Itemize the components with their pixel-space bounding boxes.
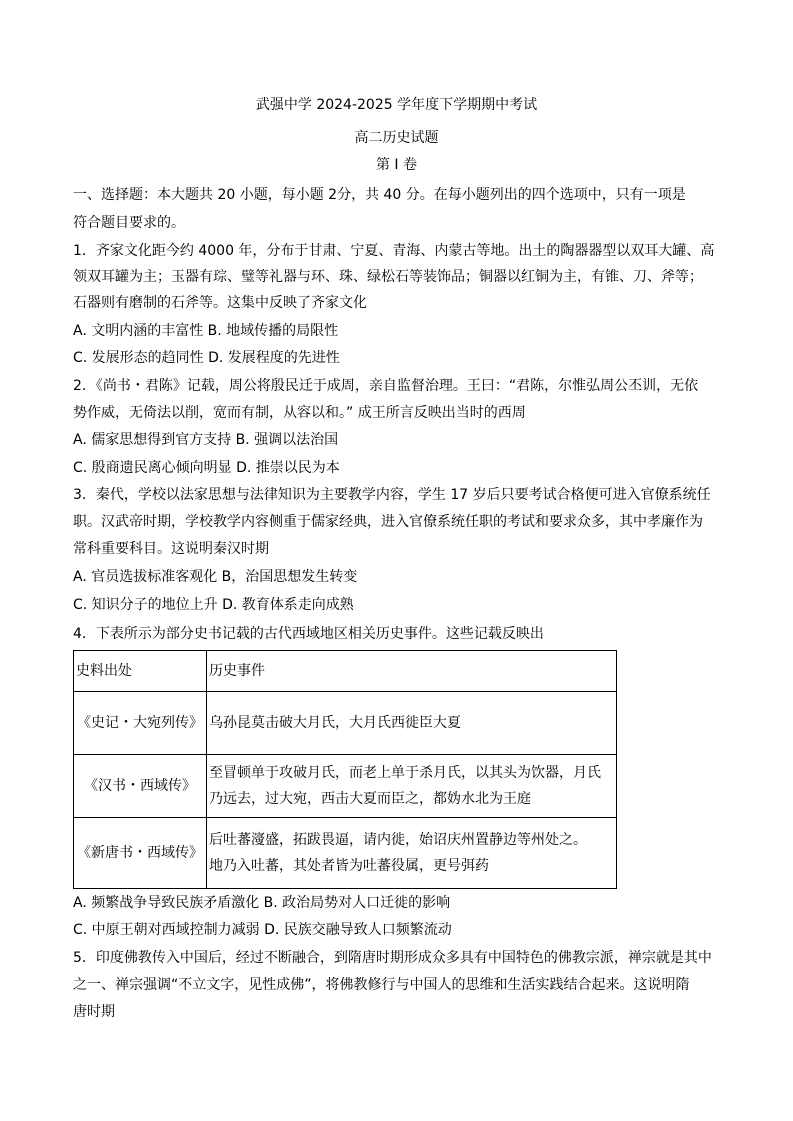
table-cell-source: 《史记・大宛列传》: [74, 692, 207, 755]
table-header-event: 历史事件: [207, 651, 617, 692]
q2-options-ab: A. 儒家思想得到官方支持 B. 强调以法治国: [73, 432, 339, 448]
q5-stem-line1: 5．印度佛教传入中国后，经过不断融合，到隋唐时期形成众多具有中国特色的佛教宗派，禅宗就是其中: [73, 950, 712, 966]
exam-subtitle: 高二历史试题: [354, 130, 439, 146]
q2-stem-line1: 2．《尚书・君陈》记载，周公将殷民迁于成周，亲自监督治理。王曰：“君陈，尔惟弘周公丕训，无依: [73, 378, 699, 394]
table-cell-event: 乌孙昆莫击破大月氏，大月氏西徙臣大夏: [207, 692, 617, 755]
q5-stem-line3: 唐时期: [73, 1004, 115, 1020]
table-row: [74, 692, 617, 755]
table-row: [74, 755, 617, 818]
table-row: [74, 818, 617, 889]
q1-stem-line3: 石器则有磨制的石斧等。这集中反映了齐家文化: [73, 295, 367, 311]
q4-stem-line1: 4．下表所示为部分史书记载的古代西域地区相关历史事件。这些记载反映出: [73, 626, 544, 642]
q3-options-ab: A. 官员选拔标准客观化 B，治国思想发生转变: [73, 569, 358, 585]
q2-stem-line2: 势作威，无倚法以削，宽而有制，从容以和。” 成王所言反映出当时的西周: [73, 405, 526, 421]
q5-stem-line2: 之一、禅宗强调“不立文字，见性成佛”，将佛教修行与中国人的思维和生活实践结合起来。这说明隋: [73, 977, 690, 993]
table-cell-source: 《汉书・西域传》: [74, 755, 207, 818]
exam-title: 武强中学 2024-2025 学年度下学期期中考试: [255, 97, 538, 113]
table-cell-event: 至冒顿单于攻破月氏，而老上单于杀月氏，以其头为饮器，月氏乃远去，过大宛，西击大夏而臣之，都妫水北为王庭: [207, 755, 617, 818]
table-header-row: [74, 651, 617, 692]
history-events-table: [73, 650, 617, 889]
q2-options-cd: C. 殷商遗民离心倾向明显 D. 推崇以民为本: [73, 460, 340, 476]
q1-stem-line2: 领双耳罐为主；玉器有琮、璧等礼器与环、珠、绿松石等装饰品；铜器以红铜为主，有锥、刀、斧等；: [73, 269, 703, 285]
table-cell-event: [207, 818, 617, 889]
q1-stem-line1: 1．齐家文化距今约 4000 年，分布于甘肃、宁夏、青海、内蒙古等地。出土的陶器器型以双耳大罐、高: [73, 243, 715, 259]
table-cell-event-line1: 后吐蕃濅盛，拓跋畏逼，请内徙，始诏庆州置静边等州处之。: [209, 832, 587, 848]
q3-stem-line2: 职。汉武帝时期，学校教学内容侧重于儒家经典，进入官僚系统任职的考试和要求众多，其中孝廉作为: [73, 514, 703, 530]
section-instructions-line1: 一、选择题：本大题共 20 小题，每小题 2分，共 40 分。在每小题列出的四个选项中，只有一项是: [73, 187, 686, 203]
table-header-source: 史料出处: [74, 651, 207, 692]
q3-stem-line1: 3．秦代，学校以法家思想与法律知识为主要教学内容，学生 17 岁后只要考试合格便可进入官僚系统任: [73, 487, 711, 503]
table-cell-source: 《新唐书・西域传》: [74, 818, 207, 889]
table-cell-event-line2: 地乃入吐蕃，其处者皆为吐蕃役属，更号弭药: [209, 858, 489, 874]
q1-options-ab: A. 文明内涵的丰富性 B. 地域传播的局限性: [73, 323, 339, 339]
q3-options-cd: C. 知识分子的地位上升 D. 教育体系走向成熟: [73, 597, 354, 613]
q4-options-ab: A. 频繁战争导致民族矛盾激化 B. 政治局势对人口迁徙的影响: [73, 895, 451, 911]
section-instructions-line2: 符合题目要求的。: [73, 215, 185, 231]
q3-stem-line3: 常科重要科目。这说明秦汉时期: [73, 541, 269, 557]
q1-options-cd: C. 发展形态的趋同性 D. 发展程度的先进性: [73, 350, 340, 366]
volume-label: 第 I 卷: [375, 157, 418, 173]
q4-options-cd: C. 中原王朝对西域控制力减弱 D. 民族交融导致人口频繁流动: [73, 922, 452, 938]
